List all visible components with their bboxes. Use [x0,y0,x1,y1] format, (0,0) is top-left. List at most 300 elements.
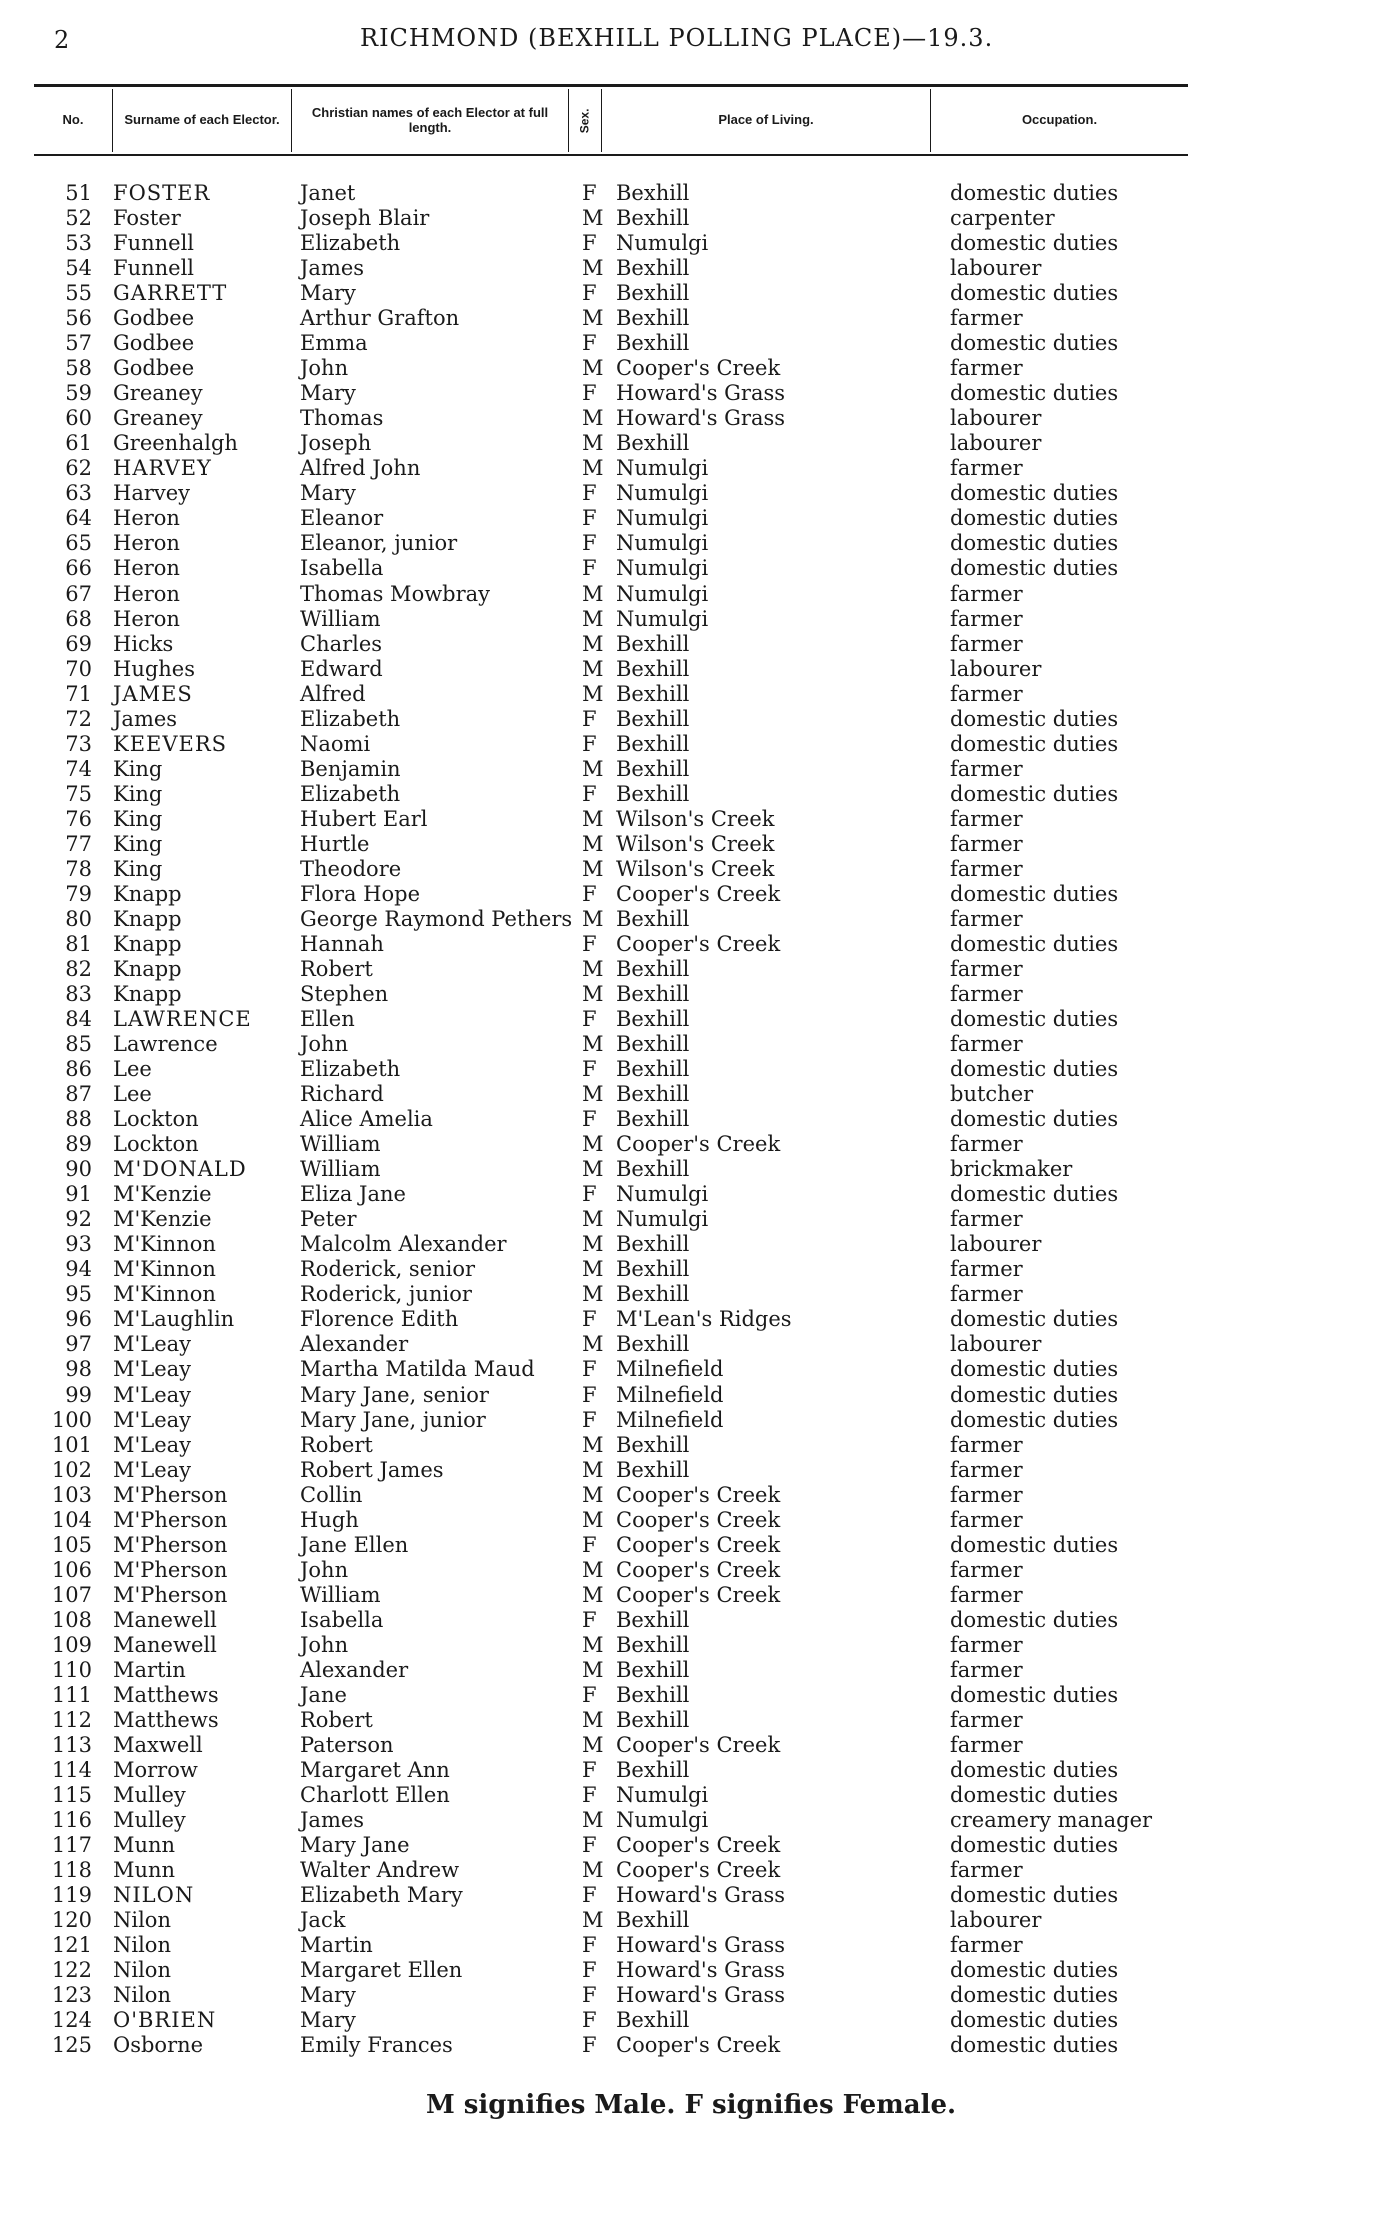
place-of-living: Bexhill [616,1082,690,1107]
sex: M [582,206,604,231]
sex: F [582,281,597,306]
elector-number: 107 [51,1582,92,1607]
surname: Maxwell [113,1732,203,1757]
place-of-living: Cooper's Creek [616,881,781,906]
occupation: farmer [950,1132,1023,1157]
christian-names: Elizabeth Mary [300,1883,463,1908]
occupation: domestic duties [950,1357,1119,1382]
surname: NILON [113,1883,195,1908]
occupation: labourer [950,1232,1042,1257]
place-of-living: Bexhill [616,1057,690,1082]
sex: M [582,431,604,456]
surname: Funnell [113,256,195,281]
sex: M [582,1482,604,1507]
elector-number: 88 [65,1107,92,1132]
surname: Greenhalgh [113,431,238,456]
elector-number: 90 [65,1157,92,1182]
elector-number: 86 [65,1057,92,1082]
occupation: farmer [950,306,1023,331]
sex: F [582,2033,597,2058]
surname: James [113,706,178,731]
surname: Godbee [113,331,195,356]
table-row [0,957,1382,982]
table-row [0,1608,1382,1633]
sex: M [582,1332,604,1357]
place-of-living: Numulgi [616,1182,709,1207]
occupation: farmer [950,1032,1023,1057]
christian-names: Eliza Jane [300,1182,406,1207]
surname: M'Kinnon [113,1282,216,1307]
surname: Godbee [113,356,195,381]
occupation: brickmaker [950,1157,1073,1182]
sex: M [582,606,604,631]
elector-number: 79 [65,881,92,906]
christian-names: Margaret Ann [300,1757,450,1782]
place-of-living: Bexhill [616,1707,690,1732]
sex: M [582,456,604,481]
occupation: farmer [950,581,1023,606]
christian-names: Florence Edith [300,1307,459,1332]
occupation: farmer [950,606,1023,631]
christian-names: Janet [300,181,356,205]
table-row [0,1257,1382,1282]
place-of-living: Numulgi [616,481,709,506]
surname: Nilon [113,1983,171,2008]
christian-names: Hubert Earl [300,806,428,831]
christian-names: Stephen [300,982,389,1006]
christian-names: Margaret Ellen [300,1958,463,1983]
surname: Osborne [113,2033,204,2058]
elector-number: 85 [65,1032,92,1057]
table-row [0,932,1382,957]
sex: M [582,256,604,281]
christian-names: Mary Jane [300,1833,410,1858]
column-header-no: No. [62,112,84,128]
surname: Heron [113,531,180,556]
christian-names: Mary [300,281,356,306]
occupation: domestic duties [950,1182,1119,1207]
occupation: domestic duties [950,506,1119,531]
sex: M [582,1207,604,1232]
occupation: labourer [950,406,1042,431]
occupation: domestic duties [950,706,1119,731]
occupation: domestic duties [950,1983,1119,2008]
occupation: domestic duties [950,1833,1119,1858]
table-row [0,2033,1382,2058]
occupation: farmer [950,1557,1023,1582]
sex: M [582,1132,604,1157]
sex: F [582,1783,597,1807]
table-row [0,381,1382,406]
table-row [0,1983,1382,2008]
christian-names: John [300,1032,349,1057]
place-of-living: Howard's Grass [616,381,786,406]
elector-number: 119 [51,1883,92,1908]
sex: F [582,731,597,756]
place-of-living: Bexhill [616,431,690,456]
surname: FOSTER [113,181,211,205]
christian-names: Theodore [300,856,402,881]
elector-number: 68 [65,606,92,631]
surname: M'Leay [113,1432,192,1457]
elector-number: 123 [51,1983,92,2008]
sex: M [582,1032,604,1057]
surname: Nilon [113,1958,171,1983]
occupation: domestic duties [950,1307,1119,1332]
christian-names: Richard [300,1082,384,1107]
christian-names: Isabella [300,556,384,581]
christian-names: Jack [300,1908,346,1933]
christian-names: Elizabeth [300,706,401,731]
surname: O'BRIEN [113,2008,217,2033]
table-row [0,506,1382,531]
place-of-living: Numulgi [616,231,709,256]
elector-number: 113 [51,1732,92,1757]
elector-number: 89 [65,1132,92,1157]
occupation: farmer [950,1257,1023,1282]
table-row [0,1032,1382,1057]
occupation: domestic duties [950,781,1119,806]
surname: Foster [113,206,181,231]
elector-number: 60 [65,406,92,431]
occupation: labourer [950,1332,1042,1357]
christian-names: Mary [300,1983,356,2008]
occupation: domestic duties [950,1757,1119,1782]
surname: Knapp [113,956,182,981]
place-of-living: Bexhill [616,256,690,281]
table-row [0,1808,1382,1833]
surname: Heron [113,556,180,581]
table-row [0,531,1382,556]
christian-names: William [300,606,381,631]
place-of-living: Cooper's Creek [616,1507,781,1532]
elector-number: 55 [65,281,92,306]
surname: M'Leay [113,1382,192,1407]
sex: F [582,1107,597,1132]
place-of-living: Wilson's Creek [616,831,775,856]
christian-names: Joseph Blair [300,206,430,231]
surname: Lawrence [113,1032,218,1057]
christian-names: Hannah [300,931,384,956]
surname: Morrow [113,1757,198,1782]
sex: F [582,1983,597,2008]
place-of-living: Milnefield [616,1407,724,1432]
elector-number: 122 [51,1958,92,1983]
surname: LAWRENCE [113,1007,252,1032]
elector-number: 101 [51,1432,92,1457]
elector-number: 115 [51,1783,92,1807]
occupation: farmer [950,1482,1023,1507]
table-row [0,1858,1382,1883]
surname: M'DONALD [113,1157,247,1182]
table-row [0,1157,1382,1182]
place-of-living: Bexhill [616,781,690,806]
place-of-living: Bexhill [616,181,690,205]
elector-number: 67 [65,581,92,606]
table-row [0,607,1382,632]
elector-number: 64 [65,506,92,531]
table-row [0,281,1382,306]
christian-names: George Raymond Pethers [300,906,573,931]
table-row [0,256,1382,281]
sex: F [582,506,597,531]
surname: Funnell [113,231,195,256]
place-of-living: Bexhill [616,1232,690,1257]
place-of-living: Bexhill [616,906,690,931]
sex: M [582,1557,604,1582]
table-row [0,481,1382,506]
christian-names: Mary [300,381,356,406]
elector-number: 59 [65,381,92,406]
elector-number: 110 [51,1657,92,1682]
occupation: labourer [950,256,1042,281]
elector-number: 98 [65,1357,92,1382]
occupation: domestic duties [950,1007,1119,1032]
place-of-living: Howard's Grass [616,406,786,431]
surname: King [113,806,163,831]
occupation: domestic duties [950,1107,1119,1132]
surname: King [113,831,163,856]
surname: JAMES [113,681,193,706]
christian-names: Mary Jane, junior [300,1407,486,1432]
surname: M'Pherson [113,1557,228,1582]
place-of-living: Bexhill [616,1657,690,1682]
christian-names: William [300,1132,381,1157]
christian-names: Alice Amelia [300,1107,433,1132]
sex: F [582,2008,597,2033]
table-row [0,832,1382,857]
table-row [0,807,1382,832]
occupation: farmer [950,681,1023,706]
surname: M'Leay [113,1357,192,1382]
christian-names: Arthur Grafton [300,306,460,331]
christian-names: Thomas Mowbray [300,581,491,606]
surname: Lee [113,1057,152,1082]
table-row [0,1408,1382,1433]
surname: M'Kenzie [113,1182,212,1207]
place-of-living: Cooper's Creek [616,1532,781,1557]
elector-number: 83 [65,982,92,1006]
occupation: farmer [950,1858,1023,1883]
elector-number: 52 [65,206,92,231]
elector-number: 53 [65,231,92,256]
table-row [0,1558,1382,1583]
christian-names: Alfred John [300,456,421,481]
surname: Heron [113,506,180,531]
table-row [0,1433,1382,1458]
sex: F [582,556,597,581]
table-row [0,857,1382,882]
elector-number: 61 [65,431,92,456]
sex: F [582,1057,597,1082]
place-of-living: Bexhill [616,1282,690,1307]
christian-names: Hugh [300,1507,359,1532]
sex: M [582,681,604,706]
table-row [0,1658,1382,1683]
christian-names: Elizabeth [300,231,401,256]
occupation: domestic duties [950,1607,1119,1632]
place-of-living: Numulgi [616,606,709,631]
surname: Greaney [113,406,203,431]
table-row [0,206,1382,231]
place-of-living: Bexhill [616,1007,690,1032]
table-row [0,1883,1382,1908]
table-row [0,782,1382,807]
elector-number: 69 [65,631,92,656]
occupation: domestic duties [950,281,1119,306]
elector-number: 70 [65,656,92,681]
occupation: labourer [950,431,1042,456]
surname: Lockton [113,1132,199,1157]
christian-names: William [300,1157,381,1182]
table-row [0,1082,1382,1107]
elector-number: 120 [51,1908,92,1933]
christian-names: Mary [300,2008,356,2033]
table-row [0,1958,1382,1983]
sex: M [582,1732,604,1757]
elector-number: 74 [65,756,92,781]
sex: M [582,1157,604,1182]
sex: M [582,1082,604,1107]
elector-number: 78 [65,856,92,881]
place-of-living: Bexhill [616,1757,690,1782]
occupation: farmer [950,1933,1023,1958]
place-of-living: Numulgi [616,531,709,556]
sex: M [582,1282,604,1307]
occupation: farmer [950,906,1023,931]
christian-names: Hurtle [300,831,370,856]
occupation: farmer [950,806,1023,831]
occupation: domestic duties [950,2008,1119,2033]
sex: F [582,1883,597,1908]
sex: M [582,856,604,881]
table-row [0,1708,1382,1733]
table-row [0,882,1382,907]
surname: M'Pherson [113,1507,228,1532]
sex: F [582,231,597,256]
christian-names: James [300,1808,365,1833]
elector-number: 57 [65,331,92,356]
surname: Greaney [113,381,203,406]
page-number: 2 [54,26,70,54]
occupation: farmer [950,1282,1023,1307]
sex: F [582,781,597,806]
surname: King [113,781,163,806]
christian-names: John [300,356,349,381]
sex: M [582,1507,604,1532]
christian-names: Eleanor, junior [300,531,458,556]
sex: F [582,1357,597,1382]
table-row [0,556,1382,581]
occupation: farmer [950,1657,1023,1682]
occupation: domestic duties [950,231,1119,256]
occupation: farmer [950,1582,1023,1607]
occupation: domestic duties [950,881,1119,906]
christian-names: Robert [300,956,373,981]
place-of-living: M'Lean's Ridges [616,1307,792,1332]
occupation: farmer [950,1707,1023,1732]
elector-number: 92 [65,1207,92,1232]
christian-names: Robert [300,1707,373,1732]
occupation: farmer [950,982,1023,1006]
occupation: domestic duties [950,1407,1119,1432]
elector-number: 93 [65,1232,92,1257]
place-of-living: Numulgi [616,1783,709,1807]
table-row [0,1908,1382,1933]
table-row [0,907,1382,932]
place-of-living: Bexhill [616,281,690,306]
place-of-living: Cooper's Creek [616,1582,781,1607]
surname: Nilon [113,1908,171,1933]
christian-names: Emily Frances [300,2033,453,2058]
elector-number: 97 [65,1332,92,1357]
table-row [0,1132,1382,1157]
elector-number: 82 [65,956,92,981]
table-row [0,1733,1382,1758]
sex: M [582,1232,604,1257]
sex: M [582,1457,604,1482]
christian-names: Peter [300,1207,357,1232]
elector-number: 56 [65,306,92,331]
place-of-living: Cooper's Creek [616,1482,781,1507]
place-of-living: Cooper's Creek [616,2033,781,2058]
place-of-living: Bexhill [616,331,690,356]
table-row [0,1633,1382,1658]
surname: M'Leay [113,1332,192,1357]
place-of-living: Bexhill [616,1332,690,1357]
surname: Hughes [113,656,196,681]
occupation: domestic duties [950,531,1119,556]
place-of-living: Cooper's Creek [616,1833,781,1858]
elector-number: 109 [51,1632,92,1657]
column-header-place: Place of Living. [718,112,814,128]
place-of-living: Wilson's Creek [616,856,775,881]
place-of-living: Cooper's Creek [616,1557,781,1582]
place-of-living: Bexhill [616,2008,690,2033]
occupation: domestic duties [950,1682,1119,1707]
surname: M'Leay [113,1407,192,1432]
table-row [0,1232,1382,1257]
surname: Harvey [113,481,191,506]
table-row [0,632,1382,657]
christian-names: Mary [300,481,356,506]
sex: M [582,356,604,381]
sex: M [582,1582,604,1607]
elector-number: 104 [51,1507,92,1532]
surname: Manewell [113,1607,217,1632]
place-of-living: Bexhill [616,1257,690,1282]
surname: Munn [113,1858,176,1883]
sex: F [582,1607,597,1632]
place-of-living: Cooper's Creek [616,1132,781,1157]
christian-names: Collin [300,1482,363,1507]
elector-number: 118 [51,1858,92,1883]
elector-number: 84 [65,1007,92,1032]
christian-names: Edward [300,656,383,681]
christian-names: Charlott Ellen [300,1783,450,1807]
table-row [0,1533,1382,1558]
sex: F [582,1682,597,1707]
occupation: farmer [950,1432,1023,1457]
occupation: labourer [950,656,1042,681]
elector-number: 81 [65,931,92,956]
christian-names: Naomi [300,731,371,756]
occupation: domestic duties [950,1783,1119,1807]
christian-names: Alfred [300,681,366,706]
elector-number: 91 [65,1182,92,1207]
place-of-living: Bexhill [616,1607,690,1632]
place-of-living: Numulgi [616,581,709,606]
